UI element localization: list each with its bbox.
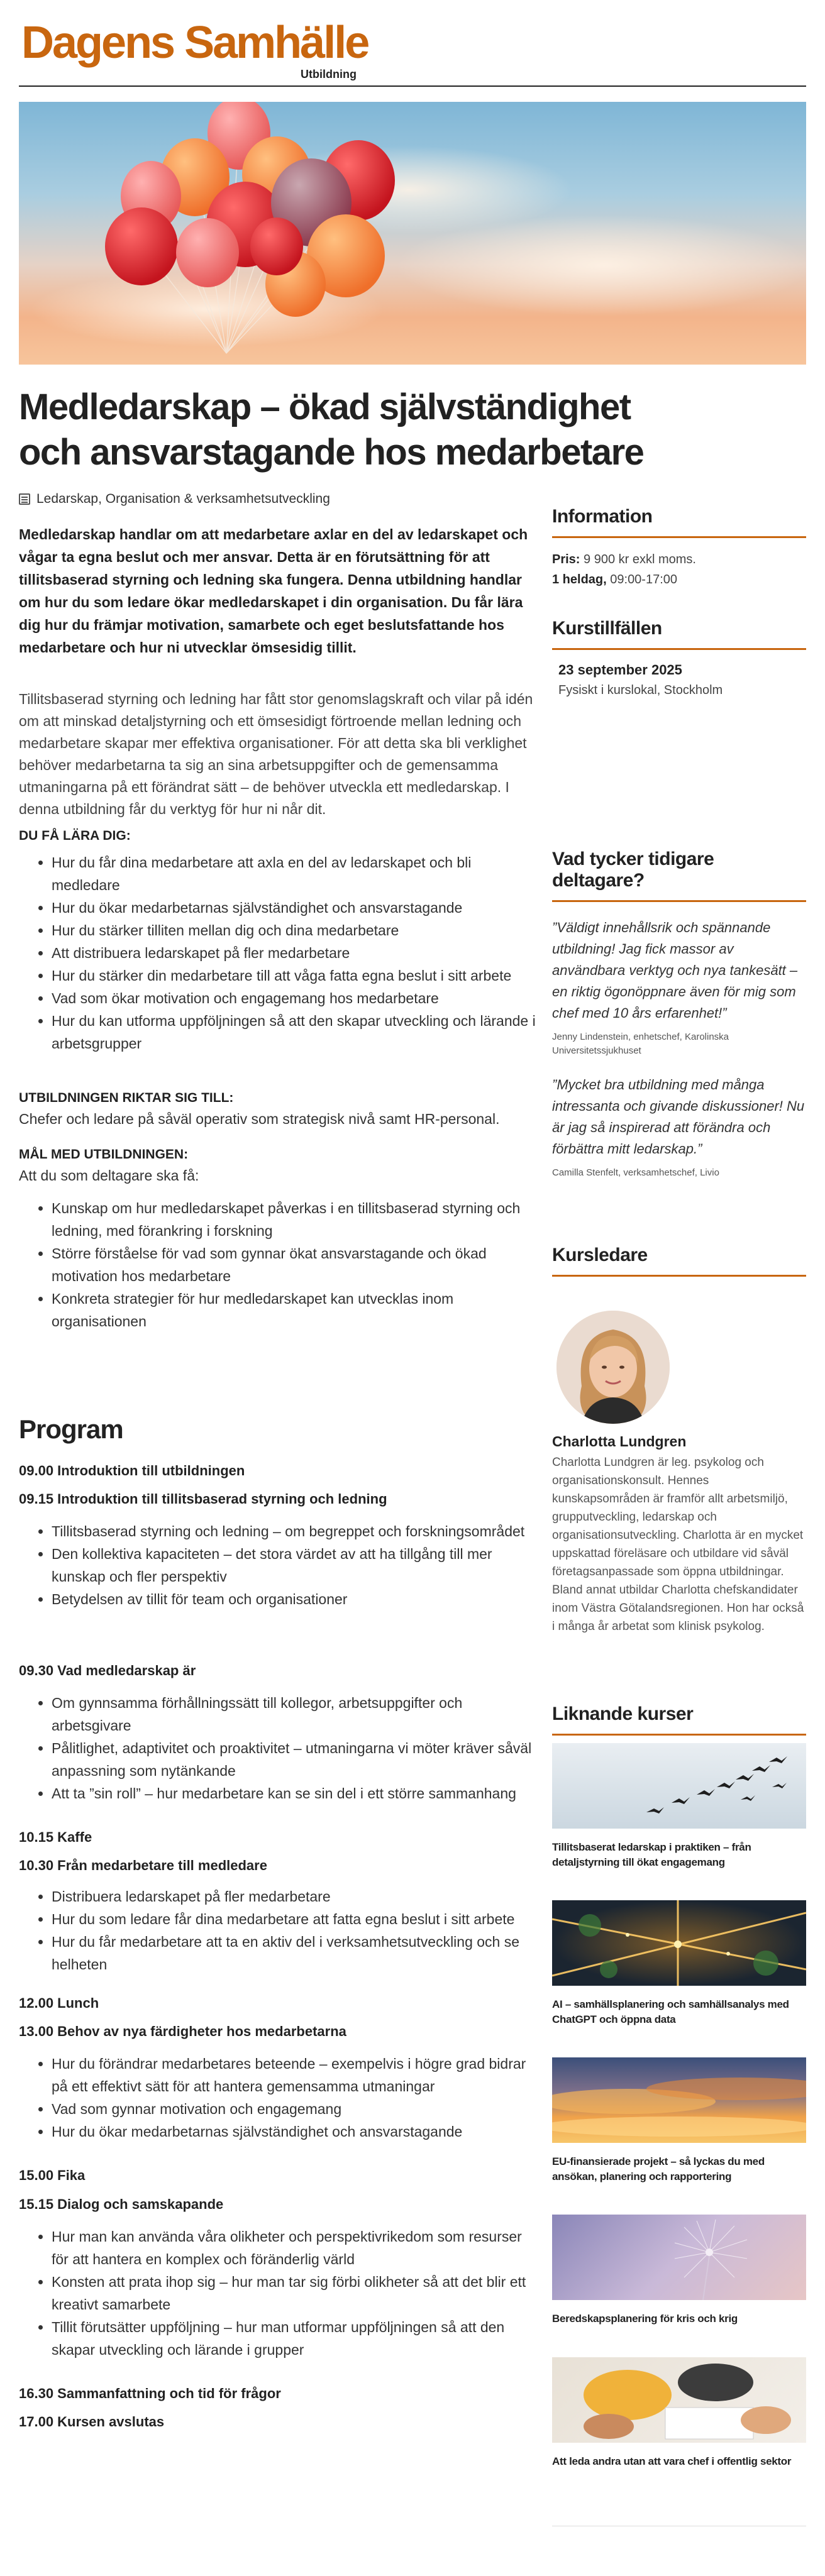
review-author: Camilla Stenfelt, verksamhetschef, Livio [552,1167,719,1178]
program-slot [19,2022,541,2143]
course-title: Att leda andra utan att vara chef i offentlig sektor [552,2455,792,2467]
teacher-name: Charlotta Lundgren [552,1433,687,1450]
program-slot-title: 16.30 Sammanfattning och tid för frågor [19,2386,281,2401]
goals-list [19,1197,541,1333]
program-slot-list [19,2052,541,2143]
program-slot-title: 09.30 Vad medledarskap är [19,1663,196,1678]
review-quote: ”Väldigt innehållsrik och spännande utbildning! Jag fick massor av användbara verktyg och nya tankesätt – en riktig ögonöppnare även för mig som chef med 10 års erfarenhet!” [552,920,798,1021]
lead-paragraph: Medledarskap handlar om att medarbetare axlar en del av ledarskapet och vågar ta egna beslut och mer ansvar. Detta är en förutsättning för att tillitsbaserad styrning och ledning ska fungera. Denna utbildning handlar om hur du som ledare ökar medledarskapet i din organisation. Du får lära dig hur du främjar motivation, samarbete och eget beslutsfattande hos medarbetare och hur ni utvecklar ömsesidig tillit. [19,526,528,656]
list-item: • Den kollektiva kapaciteten – det stora värdet av att ha tillgång till mer kunskap och fler perspektiv [52,1543,541,1588]
program-slot-list [19,2225,541,2361]
list-item: • Att ta ”sin roll” – hur medarbetare kan se sin del i ett större sammanhang [52,1782,541,1805]
occasion-date: 23 september 2025 [558,662,682,678]
program-slot-list [19,1692,541,1805]
hero-image-balloons [19,102,806,365]
course-image-dandelion [552,2215,806,2300]
program-slot [19,1461,541,1480]
program-slot-title: 10.15 Kaffe [19,1829,92,1845]
program-slot-list [19,1520,541,1610]
program-slot-title: 17.00 Kursen avslutas [19,2414,165,2430]
reviews-box [552,849,806,1180]
occasions-box [552,618,806,700]
list-item: • Betydelsen av tillit för team och organisationer [52,1588,541,1610]
divider [552,900,806,902]
course-card[interactable] [552,2215,806,2326]
info-box [552,506,806,590]
course-card[interactable] [552,1743,806,1870]
program-slot [19,2166,541,2185]
list-item: • Hur du förändrar medarbetares beteende – exempelvis i högre grad bidrar på ett effektivt sätt för att hantera gemensamma utmaningar [52,2052,541,2098]
site-header [19,14,806,87]
course-image-sunset [552,2057,806,2143]
list-item: • Hur du får medarbetare att ta en aktiv del i verksamhetsutveckling och se helheten [52,1930,541,1976]
list-item: • Tillit förutsätter uppföljning – hur man utformar uppföljningen så att den skapar utveckling och lärande i grupper [52,2316,541,2361]
occasions-title: Kurstillfällen [552,618,662,639]
page-title: Medledarskap – ökad självständighet och ansvarstagande hos medarbetare [19,387,644,473]
city-lights-illustration [552,1900,806,1986]
meeting-hands-illustration [552,2357,806,2443]
list-item: • Hur du stärker tilliten mellan dig och dina medarbetare [52,919,541,942]
review-author: Jenny Lindenstein, enhetschef, Karolinska Universitetssjukhuset [552,1032,729,1056]
teacher-portrait [556,1311,670,1424]
list-item: • Konkreta strategier för hur medledarskapet kan utvecklas inom organisationen [52,1287,541,1333]
balloons-illustration [19,102,806,365]
teacher-section-title: Kursledare [552,1245,648,1265]
duration-value: 09:00-17:00 [606,573,678,586]
audience-text: Chefer och ledare på såväl operativ som strategisk nivå samt HR-personal. [19,1111,500,1127]
review-quote: ”Mycket bra utbildning med många intressanta och givande diskussioner! Nu är jag så inspirerad att förändra och förbättra mitt ledarskap.” [552,1077,805,1157]
list-item: • Hur man kan använda våra olikheter och perspektivrikedom som resurser för att hantera en komplex och föränderlig värld [52,2225,541,2271]
list-item: • Hur du ökar medarbetarnas självständighet och ansvarstagande [52,2120,541,2143]
learn-heading: DU FÅ LÄRA DIG: [19,828,131,843]
list-item: • Hur du som ledare får dina medarbetare att fatta egna beslut i sitt arbete [52,1908,541,1930]
list-item: • Kunskap om hur medledarskapet påverkas i en tillitsbaserad styrning och ledning, med förankring i forskning [52,1197,541,1242]
program-slot [19,1994,541,2013]
teacher-bio: Charlotta Lundgren är leg. psykolog och organisationskonsult. Hennes kunskapsområden är framför allt arbetsmiljö, grupputveckling, ledarskap och organisationsutveckling. Charlotta är en mycket uppskattad föreläsare och utbildare vid såväl företagsanpassade som öppna utbildningar. Bland annat utbildar Charlotta chefskandidater inom Västra Götalandsregionen. Hon har också i många år arbetat som klinisk psykolog. [552,1456,804,1633]
info-title: Information [552,506,653,527]
teacher-box [552,1245,806,1277]
list-item: • Pålitlighet, adaptivitet och proaktivitet – utmaningarna vi möter kräver såväl anpassning som nytänkande [52,1737,541,1782]
course-card[interactable] [552,2357,806,2469]
list-item: • Hur du kan utforma uppföljningen så att den skapar utveckling och lärande i arbetsgrupper [52,1010,541,1055]
site-logo-subtitle: Utbildning [301,68,357,80]
price-value: 9 900 kr exkl moms. [580,553,696,566]
list-item: • Hur du får dina medarbetare att axla en del av ledarskapet och bli medledare [52,851,541,896]
similar-courses-box [552,1704,806,1736]
list-item: • Om gynnsamma förhållningssätt till kollegor, arbetsuppgifter och arbetsgivare [52,1692,541,1737]
list-item: • Att distribuera ledarskapet på fler medarbetare [52,942,541,964]
program-slot-title: 13.00 Behov av nya färdigheter hos medarbetarna [19,2023,346,2039]
program-slot-title: 12.00 Lunch [19,1995,99,2011]
divider [552,1734,806,1736]
audience-section [19,1091,541,1130]
category-label: Ledarskap, Organisation & verksamhetsutveckling [36,492,330,506]
sunset-clouds-illustration [552,2057,806,2143]
birds-illustration [552,1743,806,1829]
goals-heading: MÅL MED UTBILDNINGEN: [19,1147,189,1162]
course-card[interactable] [552,2057,806,2184]
program-slot [19,1490,541,1610]
site-logo[interactable]: Dagens Samhälle [21,18,368,68]
program-slot [19,2384,541,2403]
divider [552,648,806,650]
list-item: • Hur du stärker din medarbetare till att våga fatta egna beslut i sitt arbete [52,964,541,987]
list-item: • Vad som ökar motivation och engagemang hos medarbetare [52,987,541,1010]
course-card[interactable] [552,1900,806,2027]
reviews-title: Vad tycker tidigare deltagare? [552,849,714,891]
duration-line [552,570,806,590]
body-paragraph: Tillitsbaserad styrning och ledning har fått stor genomslagskraft och vilar på idén om att minskad detaljstyrning och ett ömsesidigt förtroende mellan ledning och medarbetare skapar mer effektiva organisationer. För att detta ska bli verklighet behöver medarbetarna ta sig an sina arbetsuppgifter och de gemensamma utmaningarna på ett förändrat sätt – de behöver utveckla ett medledarskap. I denna utbildning får du verktyg för hur ni når dit. [19,691,533,817]
course-image-meeting [552,2357,806,2443]
teacher-avatar [556,1311,670,1424]
course-image-birds [552,1743,806,1829]
occasion-place: Fysiskt i kurslokal, Stockholm [558,683,723,697]
list-item: • Större förståelse för vad som gynnar ökat ansvarstagande och ökad motivation hos medarbetare [52,1242,541,1287]
program-slot-list [19,1885,541,1976]
program-slot [19,2195,541,2361]
program-title: Program [19,1414,123,1444]
program-slot-title: 15.00 Fika [19,2167,86,2183]
occasion-item[interactable] [552,660,806,700]
price-line [552,549,806,570]
list-item: • Vad som gynnar motivation och engagemang [52,2098,541,2120]
list-item: • Distribuera ledarskapet på fler medarbetare [52,1885,541,1908]
program-slot-title: 09.00 Introduktion till utbildningen [19,1463,245,1478]
program-slot-title: 10.30 Från medarbetare till medledare [19,1858,267,1873]
course-title: Tillitsbaserat ledarskap i praktiken – från detaljstyrning till ökat engagemang [552,1841,751,1868]
category-tag[interactable] [19,492,330,507]
goals-section [19,1147,541,1333]
duration-label: 1 heldag, [552,573,607,586]
program-slot-title: 15.15 Dialog och samskapande [19,2196,224,2212]
price-label: Pris: [552,553,580,566]
list-icon [19,493,30,505]
course-title: EU-finansierade projekt – så lyckas du med ansökan, planering och rapportering [552,2155,765,2182]
program-slot [19,2413,541,2431]
dandelion-illustration [552,2215,806,2300]
course-title: Beredskapsplanering för kris och krig [552,2313,738,2325]
program-slot [19,1661,541,1805]
program-slot [19,1856,541,1976]
program-slot [19,1828,541,1847]
similar-title: Liknande kurser [552,1704,694,1724]
divider [552,536,806,538]
learn-list [19,851,541,1055]
list-item: • Tillitsbaserad styrning och ledning – om begreppet och forskningsområdet [52,1520,541,1543]
audience-heading: UTBILDNINGEN RIKTAR SIG TILL: [19,1091,234,1105]
course-image-city-night [552,1900,806,1986]
course-title: AI – samhällsplanering och samhällsanalys med ChatGPT och öppna data [552,1998,789,2025]
program-slot-title: 09.15 Introduktion till tillitsbaserad styrning och ledning [19,1491,387,1507]
list-item: • Konsten att prata ihop sig – hur man tar sig förbi olikheter så att det blir ett kreativt samarbete [52,2271,541,2316]
learn-section [19,828,541,1055]
goals-intro: Att du som deltagare ska få: [19,1167,199,1184]
list-item: • Hur du ökar medarbetarnas självständighet och ansvarstagande [52,896,541,919]
divider [552,1275,806,1277]
